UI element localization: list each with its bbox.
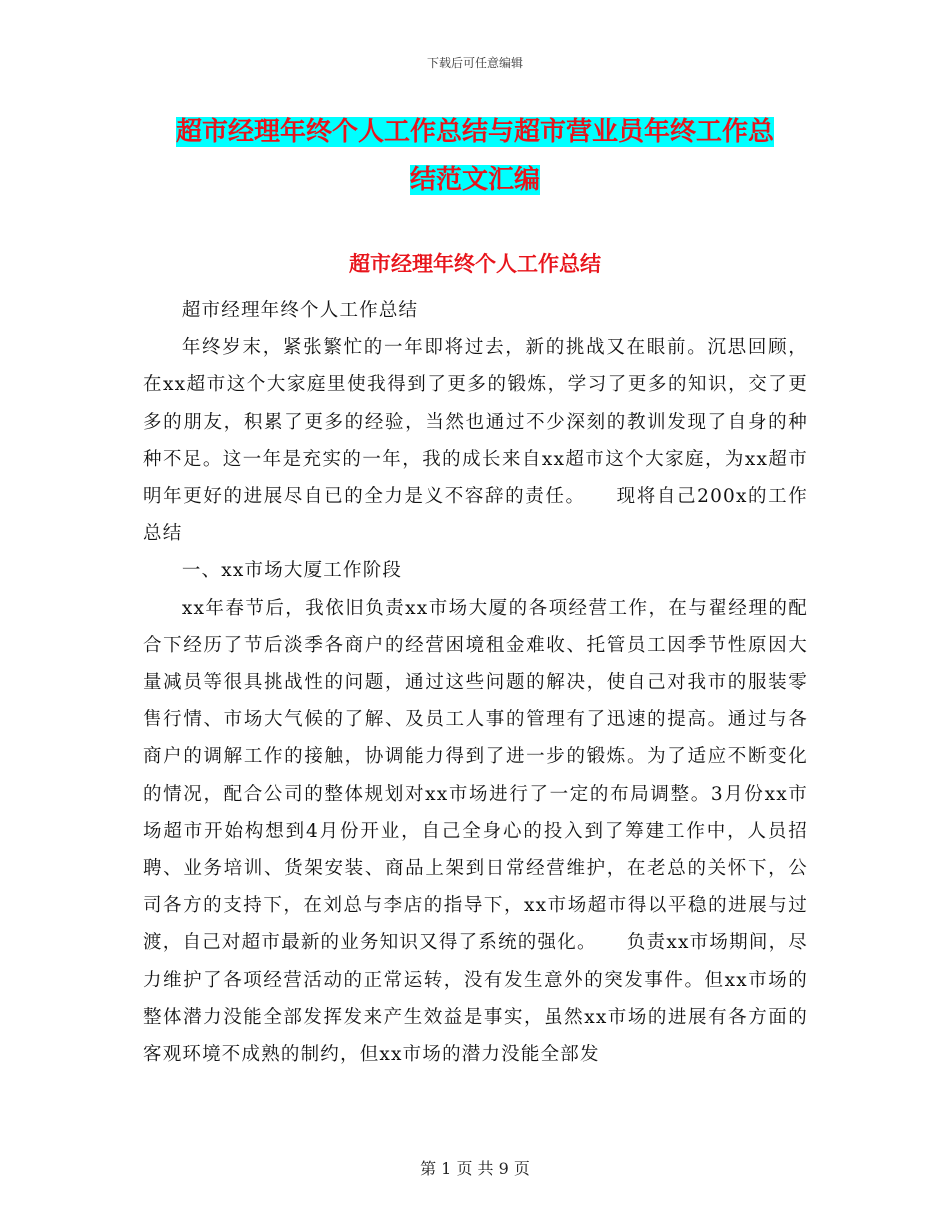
paragraph: xx年春节后，我依旧负责xx市场大厦的各项经营工作，在与翟经理的配合下经历了节后淡季各商户的经营困境租金难收、托管员工因季节性原因大量减员等很具挑战性的问题，通过这些问题的解决，使自己对我市的服装零售行情、市场大气候的了解、及员工人事的管理有了迅速的提高。通过与各商户的调解工作的接触，协调能力得到了进一步的锻炼。为了适应不断变化的情况，配合公司的整体规划对xx市场进行了一定的布局调整。3月份xx市场超市开始构想到4月份开业，自己全身心的投入到了筹建工作中，人员招聘、业务培训、货架安装、商品上架到日常经营维护，在老总的关怀下，公司各方的支持下，在刘总与李店的指导下，xx市场超市得以平稳的进展与过渡，自己对超市最新的业务知识又得了系统的强化。 负责xx市场期间，尽力维护了各项经营活动的正常运转，没有发生意外的突发事件。但xx市场的整体潜力没能全部发挥发来产生效益是事实，虽然xx市场的进展有各方面的客观环境不成熟的制约，但xx市场的潜力没能全部发 [143,597,808,1066]
page-footer: 第 1 页 共 9 页 [420,1159,530,1178]
header-note: 下载后可任意编辑 [426,56,523,70]
title-line-2: 结范文汇编 [409,165,540,195]
paragraph: 一、xx市场大厦工作阶段 [181,560,403,582]
paragraph: 年终岁末，紧张繁忙的一年即将过去，新的挑战又在眼前。沉思回顾，在xx超市这个大家庭里使我得到了更多的锻炼，学习了更多的知识，交了更多的朋友，积累了更多的经验，当然也通过不少深刻的教训发现了自身的种种不足。这一年是充实的一年，我的成长来自xx超市这个大家庭，为xx超市明年更好的进展尽自已的全力是义不容辞的责任。 现将自己200x的工作总结 [143,337,808,545]
paragraph: 超市经理年终个人工作总结 [181,300,419,321]
body-text [143,292,808,1073]
section-title: 超市经理年终个人工作总结 [349,252,601,276]
title-line-1: 超市经理年终个人工作总结与超市营业员年终工作总 [175,117,774,147]
document-title [120,108,830,204]
